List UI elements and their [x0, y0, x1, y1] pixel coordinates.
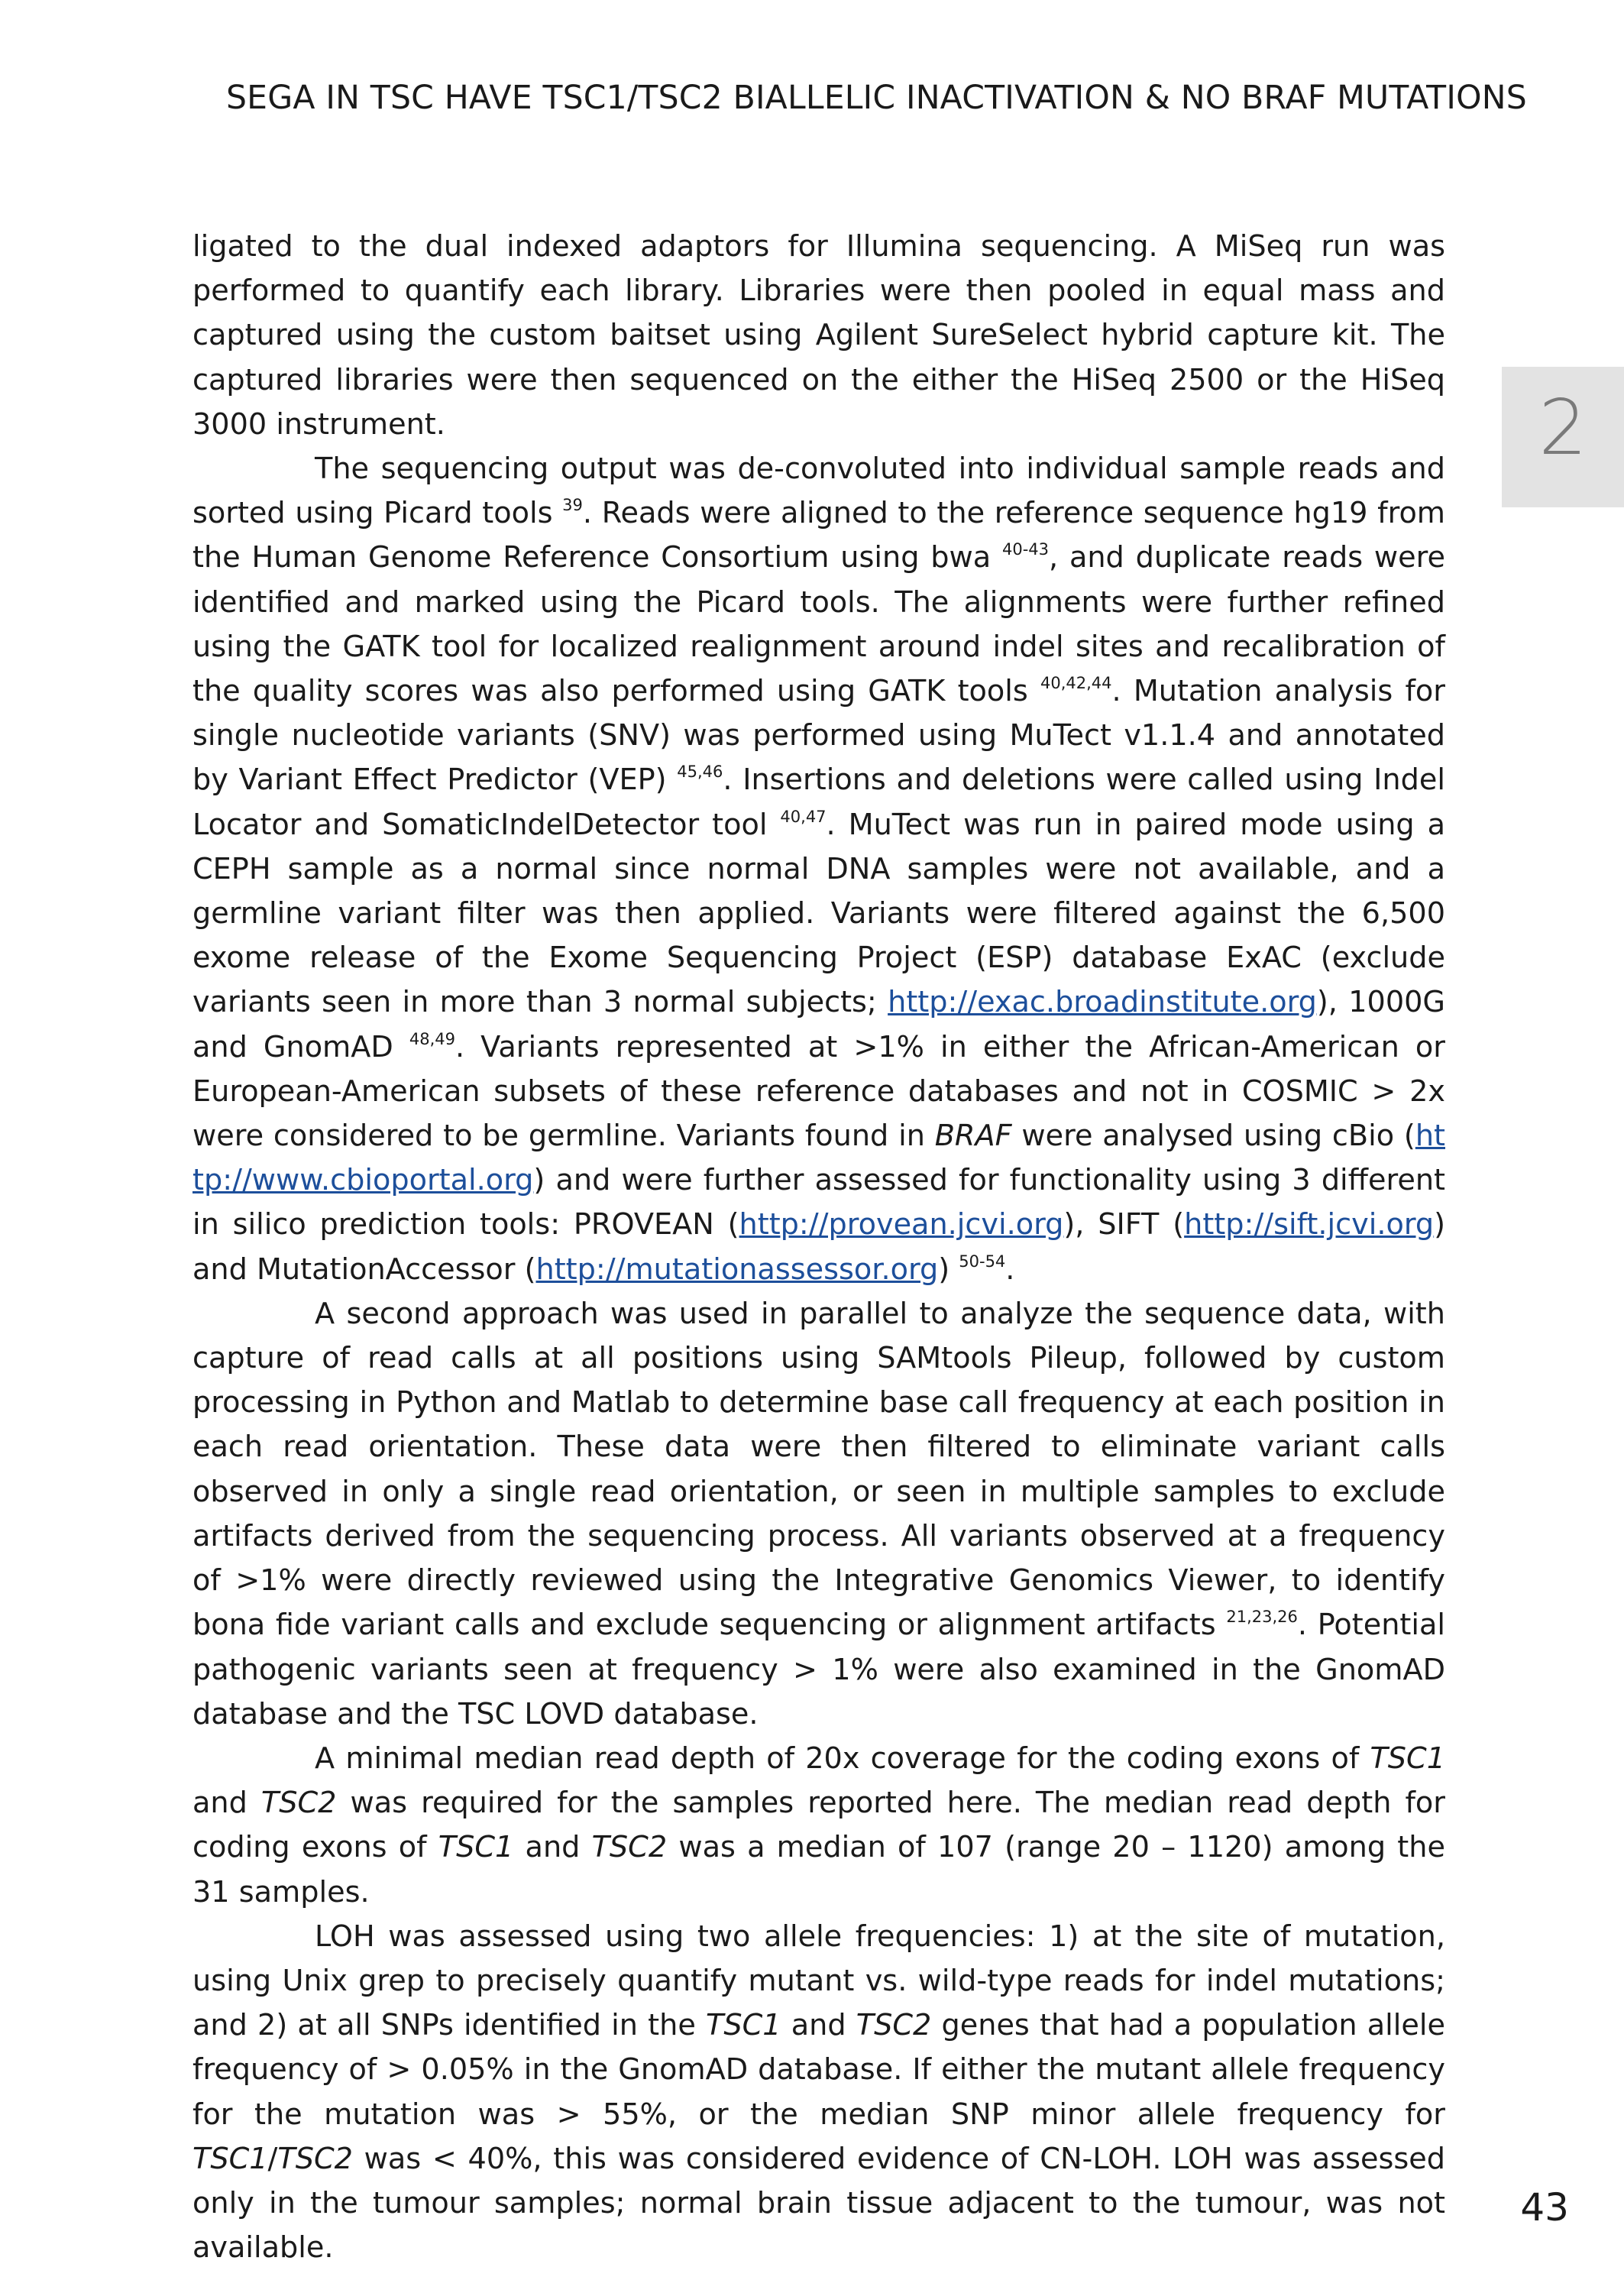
chapter-number: 2: [1538, 383, 1587, 472]
paragraph-4: A minimal median read depth of 20x coverage for the coding exons of TSC1 and TSC2 was required for the samples reported here. The median read depth for coding exons of TSC1 and TSC2 was a median of 107 (range 20 – 1120) among the 31 samples.: [192, 1741, 1445, 1909]
gene-name: TSC1: [192, 2142, 268, 2176]
gene-name: BRAF: [934, 1119, 1012, 1154]
gene-name: TSC1: [438, 1831, 514, 1865]
running-header: SEGA IN TSC HAVE TSC1/TSC2 BIALLELIC INACTIVATION & NO BRAF MUTATIONS: [226, 79, 1527, 117]
exac-link[interactable]: http://exac.broadinstitute.org: [888, 986, 1317, 1020]
mutationassessor-link[interactable]: http://mutationassessor.org: [535, 1252, 939, 1287]
gene-name: TSC2: [277, 2142, 353, 2176]
page-number: 43: [1520, 2185, 1569, 2230]
citation: 48,49: [409, 1029, 455, 1048]
paragraph-1: ligated to the dual indexed adaptors for Illumina sequencing. A MiSeq run was performed to quantify each library. Libraries were then pooled in equal mass and captured using the custom baitset using Agilent SureSelect hybrid capture kit. The captured libraries were then sequenced on the either the HiSeq 2500 or the HiSeq 3000 instrument.: [192, 230, 1445, 442]
citation: 50-54: [959, 1252, 1006, 1271]
citation: 39: [562, 496, 583, 515]
citation: 40,47: [780, 807, 827, 826]
paragraph-5: LOH was assessed using two allele frequencies: 1) at the site of mutation, using Unix grep to precisely quantify mutant vs. wild-type reads for indel mutations; and 2) at all SNPs identified in the TSC1 and TSC2 genes that had a population allele frequency of > 0.05% in the GnomAD database. If either the mutant allele frequency for the mutation was > 55%, or the median SNP minor allele frequency for TSC1/TSC2 was < 40%, this was considered evidence of CN-LOH. LOH was assessed only in the tumour samples; normal brain tissue adjacent to the tumour, was not available.: [192, 1919, 1445, 2265]
cbioportal-link[interactable]: http://www.cbioportal.org: [192, 1119, 1445, 1198]
gene-name: TSC1: [706, 2009, 781, 2043]
gene-name: TSC2: [856, 2009, 932, 2043]
citation: 40-43: [1001, 540, 1049, 559]
chapter-tab: [1502, 367, 1624, 507]
paragraph-2: The sequencing output was de-convoluted into individual sample reads and sorted using Picard tools $^{39}$. Reads were aligned to the reference sequence hg19 from the Human Genome Reference Consortium using bwa $^{40-43}$, and duplicate reads were identified and marked using the Picard tools. The alignments were further refined using the GATK tool for localized realignment around indel sites and recalibration of the quality scores was also performed using GATK tools $^{40,42,44}$. Mutation analysis for single nucleotide variants (SNV) was performed using MuTect v1.1.4 and annotated by Variant Effect Predictor (VEP) $^{45,46}$. Insertions and deletions were called using Indel Locator and SomaticIndelDetector tool $^{40,47}$. MuTect was run in paired mode using a CEPH sample as a normal since normal DNA samples were not available, and a germline variant filter was then applied. Variants were filtered against the 6,500 exome release of the Exome Sequencing Project (ESP) database ExAC (exclude variants seen in more than 3 normal subjects; http://exac.broadinstitute.org), 1000G and GnomAD $^{48,49}$. Variants represented at >1% in either the African-American or European-American subsets of these reference databases and not in COSMIC > 2x were considered to be germline. Variants found in BRAF were analysed using cBio (http://www.cbioportal.org) and were further assessed for functionality using 3 different in silico prediction tools: PROVEAN (http://provean.jcvi.org), SIFT (http://sift.jcvi.org) and MutationAccessor (http://mutationassessor.org) $^{50-54}$.: [192, 452, 1446, 1287]
provean-link[interactable]: http://provean.jcvi.org: [739, 1208, 1064, 1242]
body-text: [192, 225, 1445, 2270]
gene-name: TSC2: [260, 1786, 337, 1821]
citation: 40,42,44: [1040, 674, 1112, 693]
citation: 45,46: [677, 763, 723, 782]
gene-name: TSC1: [1370, 1741, 1445, 1776]
gene-name: TSC2: [591, 1831, 668, 1865]
sift-link[interactable]: http://sift.jcvi.org: [1184, 1208, 1435, 1242]
paragraph-3: A second approach was used in parallel to analyze the sequence data, with capture of read calls at all positions using SAMtools Pileup, followed by custom processing in Python and Matlab to determine base call frequency at each position in each read orientation. These data were then filtered to eliminate variant calls observed in only a single read orientation, or seen in multiple samples to exclude artifacts derived from the sequencing process. All variants observed at a frequency of >1% were directly reviewed using the Integrative Genomics Viewer, to identify bona fide variant calls and exclude sequencing or alignment artifacts $^{21,23,26}$. Potential pathogenic variants seen at frequency > 1% were also examined in the GnomAD database and the TSC LOVD database.: [192, 1297, 1445, 1731]
citation: 21,23,26: [1226, 1608, 1298, 1627]
